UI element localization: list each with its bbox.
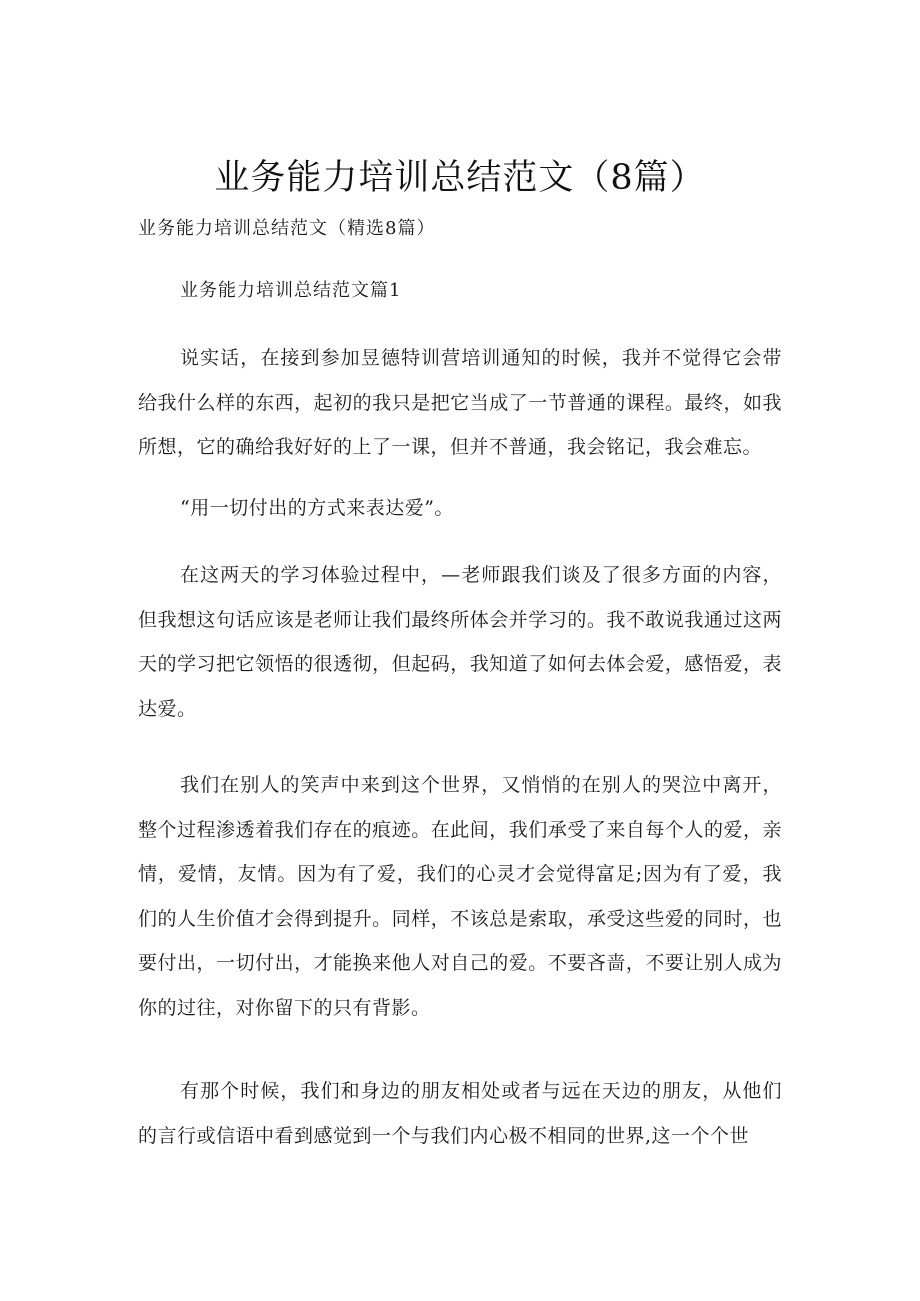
- quote-line: “用一切付出的方式来表达爱”。: [180, 497, 454, 519]
- paragraph-3: 我们在别人的笑声中来到这个世界，又悄悄的在别人的哭泣中离开，整个过程渗透着我们存在的痕迹。在此间，我们承受了来自每个人的爱，亲情，爱情，友情。因为有了爱，我们的心灵才会觉得富足;因为有了爱，我们的人生价值才会得到提升。同样，不该总是索取，承受这些爱的同时，也要付出，一切付出，才能换来他人对自己的爱。不要吝啬，不要让别人成为你的过往，对你留下的只有背影。: [138, 774, 782, 1019]
- paragraph-2: 在这两天的学习体验过程中，—老师跟我们谈及了很多方面的内容，但我想这句话应该是老师让我们最终所体会并学习的。我不敢说我通过这两天的学习把它领悟的很透彻，但起码，我知道了如何去体会爱，感悟爱，表达爱。: [138, 564, 782, 720]
- section-heading: 业务能力培训总结范文篇1: [180, 280, 402, 301]
- document-subtitle: 业务能力培训总结范文（精选8篇）: [138, 218, 436, 239]
- paragraph-4: 有那个时候，我们和身边的朋友相处或者与远在天边的朋友，从他们的言行或信语中看到感觉到一个与我们内心极不相同的世界,这一个个世: [138, 1080, 782, 1147]
- paragraph-1: 说实话，在接到参加昱德特训营培训通知的时候，我并不觉得它会带给我什么样的东西，起初的我只是把它当成了一节普通的课程。最终，如我所想，它的确给我好好的上了一课，但并不普通，我会铭记，我会难忘。: [138, 347, 782, 458]
- document-title: 业务能力培训总结范文（8篇）: [214, 158, 706, 198]
